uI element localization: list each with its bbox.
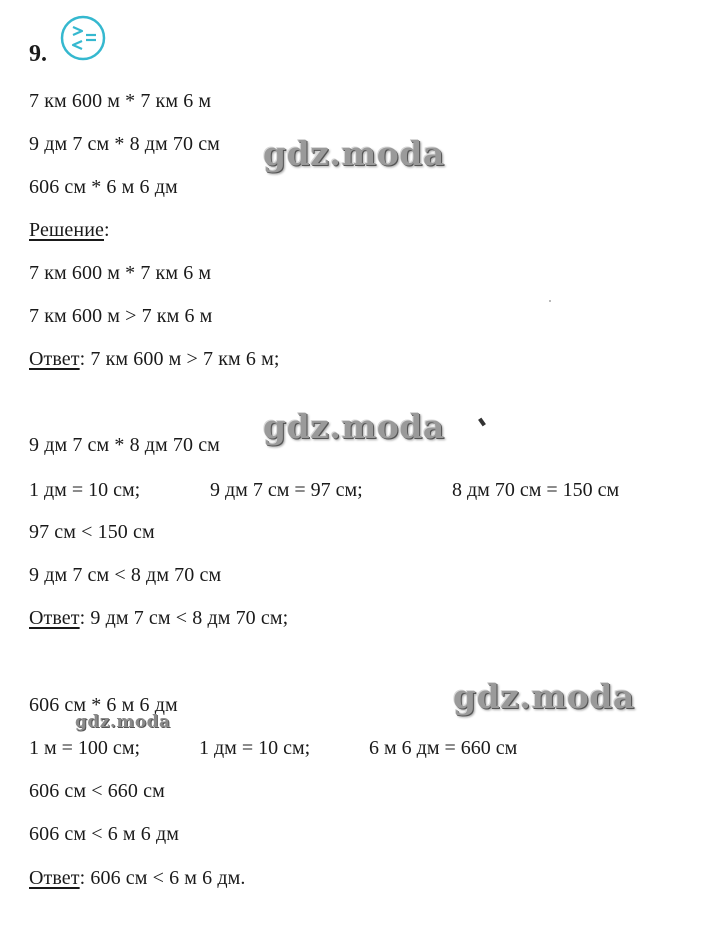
part1-answer (29, 347, 280, 371)
part1-answer-text: : 7 км 600 м > 7 км 6 м; (79, 348, 280, 370)
watermark-4: gdz.moda (75, 712, 171, 732)
solution-heading-colon: : (104, 219, 110, 241)
task-line-3: 606 см * 6 м 6 дм (29, 176, 178, 198)
scan-dot (549, 300, 551, 302)
watermark-1: gdz.moda (263, 134, 445, 173)
part2-conv-1: 1 дм = 10 см; (29, 479, 141, 501)
part2-line-3: 97 см < 150 см (29, 521, 155, 543)
part3-line-3: 606 см < 660 см (29, 780, 165, 802)
part1-line-2: 7 км 600 м > 7 км 6 м (29, 305, 213, 327)
part2-conv-3: 8 дм 70 см = 150 см (452, 479, 620, 501)
part1-line-1: 7 км 600 м * 7 км 6 м (29, 262, 212, 284)
solution-heading (29, 218, 110, 242)
part3-answer-text: : 606 см < 6 м 6 дм. (79, 867, 246, 889)
part3-line-1: 606 см * 6 м 6 дм (29, 694, 178, 716)
task-line-1: 7 км 600 м * 7 км 6 м (29, 90, 212, 112)
compare-signs-icon (60, 15, 106, 61)
part3-answer-label: Ответ (29, 867, 80, 889)
part1-answer-label: Ответ (29, 348, 80, 370)
scan-mark (478, 418, 486, 427)
part3-conv-1: 1 м = 100 см; (29, 737, 141, 759)
part2-line-4: 9 дм 7 см < 8 дм 70 см (29, 564, 222, 586)
part2-conv-2: 9 дм 7 см = 97 см; (210, 479, 363, 501)
part2-answer-text: : 9 дм 7 см < 8 дм 70 см; (79, 607, 289, 629)
part3-answer (29, 866, 246, 890)
problem-number: 9. (29, 41, 47, 67)
part2-answer (29, 606, 288, 630)
part2-answer-label: Ответ (29, 607, 80, 629)
part3-line-4: 606 см < 6 м 6 дм (29, 823, 180, 845)
task-line-2: 9 дм 7 см * 8 дм 70 см (29, 133, 220, 155)
part3-conv-2: 1 дм = 10 см; (199, 737, 311, 759)
part3-conv-3: 6 м 6 дм = 660 см (369, 737, 518, 759)
watermark-3: gdz.moda (453, 677, 635, 716)
watermark-2: gdz.moda (263, 407, 445, 446)
solution-heading-label: Решение (29, 219, 104, 241)
part2-line-1: 9 дм 7 см * 8 дм 70 см (29, 434, 220, 456)
